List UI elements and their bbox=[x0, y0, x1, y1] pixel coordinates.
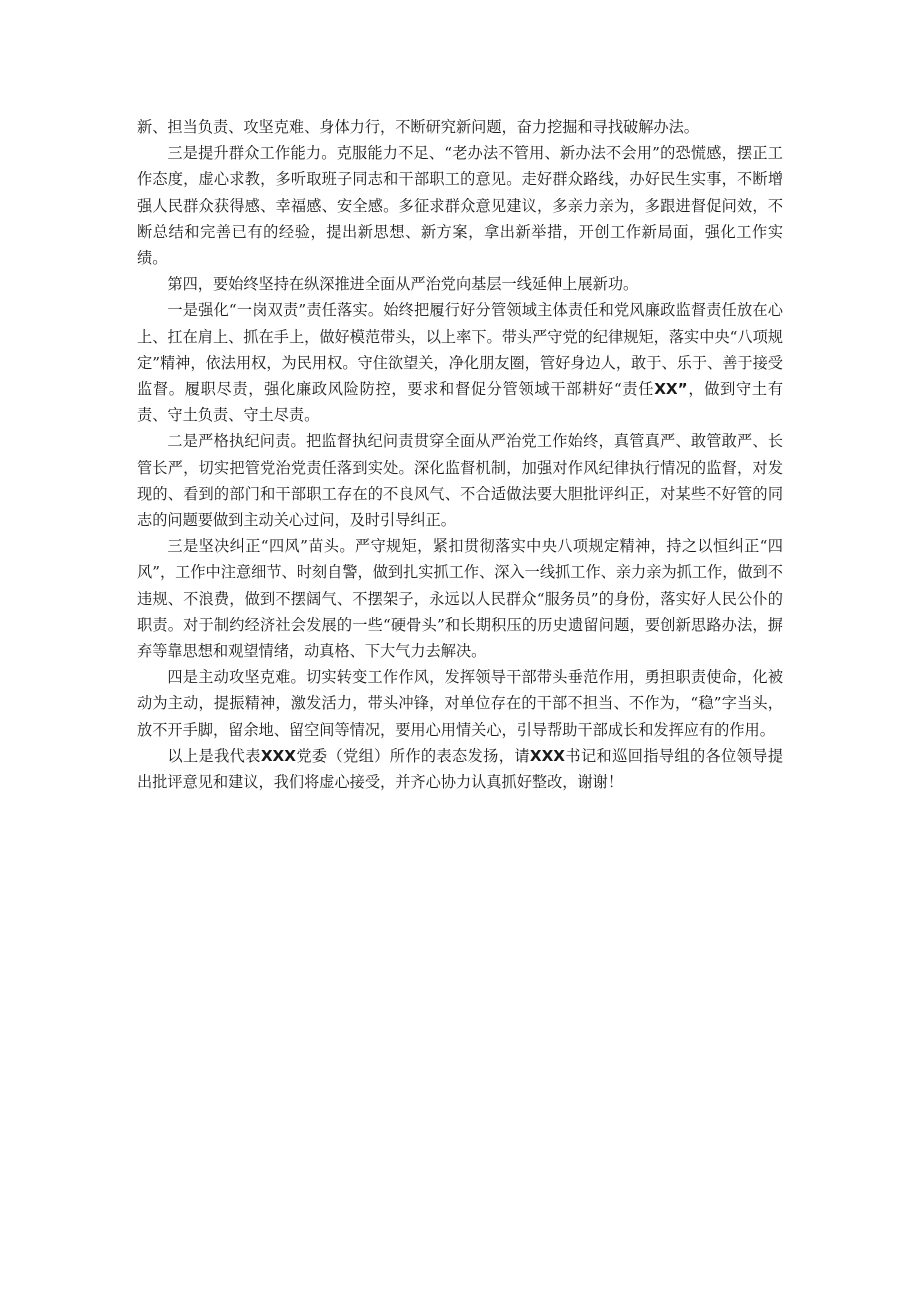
paragraph-text: 以上是我代表 bbox=[167, 746, 261, 765]
paragraph-text: 书记和巡回指导组的各位领导提出批评意见和建议，我们将虚心接受，并齐心协力认真抓好整改，谢谢！ bbox=[137, 746, 784, 792]
placeholder-bold: XXX bbox=[260, 746, 296, 765]
paragraph-strict-discipline bbox=[137, 428, 783, 533]
paragraph-text: 二是严格执纪问责。把监督执纪问责贯穿全面从严治党工作始终，真管真严、敢管敢严、长管长严，切实把管党治党责任落到实处。深化监督机制，加强对作风纪律执行情况的监督，对发现的、看到的部门和干部职工存在的不良风气、不合适做法要大胆批评纠正，对某些不好管的同志的问题要做到主动关心过问，及时引导纠正。 bbox=[137, 432, 783, 530]
document-body bbox=[137, 114, 783, 795]
section-heading-fourth bbox=[137, 271, 783, 297]
paragraph-text: 四是主动攻坚克难。切实转变工作作风，发挥领导干部带头垂范作用，勇担职责使命，化被动为主动，提振精神，激发活力，带头冲锋，对单位存在的干部不担当、不作为，“稳”字当头，放不开手脚，留余地、留空间等情况，要用心用情关心，引导帮助干部成长和发挥应有的作用。 bbox=[137, 668, 783, 739]
paragraph-text: 三是坚决纠正“四风”苗头。严守规矩，紧扣贯彻落实中央八项规定精神，持之以恒纠正“四风”，工作中注意细节、时刻自警，做到扎实抓工作、深入一线抓工作、亲力亲为抓工作，做到不违规、不浪费，做到不摆阔气、不摆架子，永远以人民群众“服务员”的身份，落实好人民公仆的职责。对于制约经济社会发展的一些“硬骨头”和长期积压的历史遗留问题，要创新思路办法，摒弃等靠思想和观望情绪，动真格、下大气力去解决。 bbox=[137, 537, 783, 661]
paragraph-four-winds bbox=[137, 533, 783, 664]
paragraph-text: 一是强化“一岗双责”责任落实。始终把履行好分管领域主体责任和党风廉政监督责任放在心上、扛在肩上、抓在手上，做好模范带头，以上率下。带头严守党的纪律规矩，落实中央“八项规定”精神，依法用权，为民用权。守住欲望关，净化朋友圈，管好身边人，敢于、乐于、善于接受监督。履职尽责，强化廉政风险防控，要求和督促分管领域干部耕好“责任 bbox=[137, 301, 783, 399]
paragraph-text: 党委（党组）所作的表态发扬，请 bbox=[295, 746, 530, 765]
paragraph-text: 第四，要始终坚持在纵深推进全面从严治党向基层一线延伸上展新功。 bbox=[167, 275, 639, 294]
paragraph-text: ，做到守土有责、守土负责、守土尽责。 bbox=[137, 380, 784, 425]
paragraph-text: 三是提升群众工作能力。克服能力不足、“老办法不管用、新办法不会用”的恐慌感，摆正工作态度，虚心求教，多听取班子同志和干部职工的意见。走好群众路线，办好民生实事，不断增强人民群众获得感、幸福感、安全感。多征求群众意见建议，多亲力亲为，多跟进督促问效，不断总结和完善已有的经验，提出新思想、新方案，拿出新举措，开创工作新局面，强化工作实绩。 bbox=[137, 144, 783, 268]
paragraph-continuation bbox=[137, 114, 783, 140]
placeholder-bold: XX” bbox=[654, 380, 688, 399]
paragraph-one-post-two-duties bbox=[137, 297, 783, 428]
placeholder-bold: XXX bbox=[529, 746, 566, 765]
paragraph-tackle-difficulties bbox=[137, 664, 783, 743]
paragraph-text: 新、担当负责、攻坚克难、身体力行，不断研究新问题，奋力挖掘和寻找破解办法。 bbox=[137, 118, 699, 136]
paragraph-closing bbox=[137, 743, 783, 795]
paragraph-mass-work-ability bbox=[137, 140, 783, 271]
